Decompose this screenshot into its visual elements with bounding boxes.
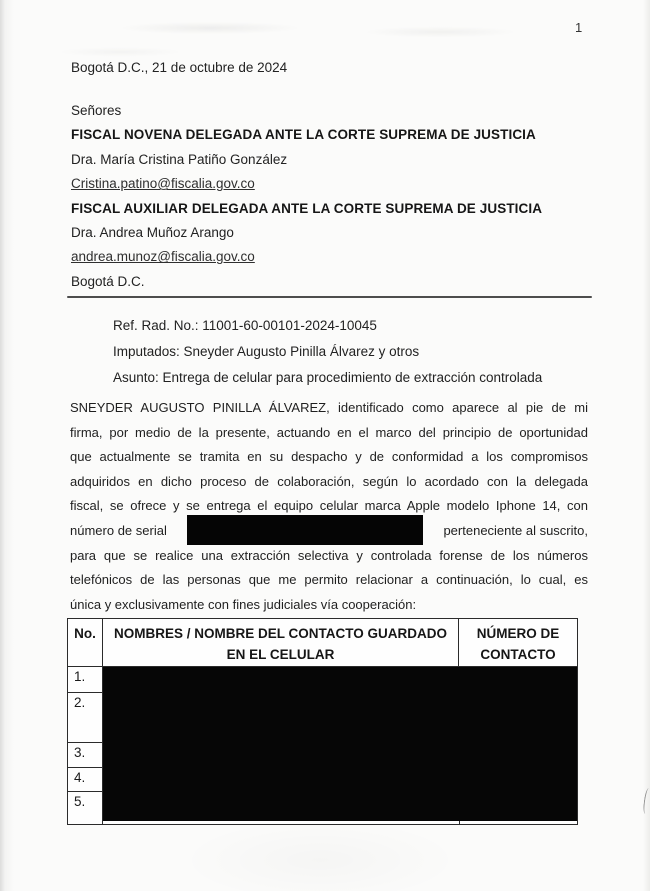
recipient-name-2: Dra. Andrea Muñoz Arango [71, 225, 234, 241]
row-number: 2. [68, 693, 102, 743]
ref-imputados-line: Imputados: Sneyder Augusto Pinilla Álvarez y otros [113, 344, 420, 359]
body-line: que actualmente se tramita en su despacho y de conformidad a los compromisos [70, 449, 588, 465]
body-line: adquiridos en dicho proceso de colaboración, según lo acordado con la delegada [70, 473, 588, 489]
page-number: 1 [575, 20, 583, 35]
body-line: para que se realice una extracción selectiva y controlada forense de los números [70, 547, 588, 563]
body-line: única y exclusivamente con fines judiciales vía cooperación: [70, 596, 417, 612]
body-line: firma, por medio de la presente, actuando en el marco del principio de oportunidad [70, 424, 588, 440]
serial-redaction-box [187, 515, 423, 545]
date-line: Bogotá D.C., 21 de octubre de 2024 [71, 60, 288, 75]
city-line: Bogotá D.C. [71, 273, 145, 289]
ref-asunto-line: Asunto: Entrega de celular para procedimiento de extracción controlada [113, 370, 543, 385]
recipient-name-1: Dra. María Cristina Patiño González [71, 151, 288, 167]
row-number: 5. [74, 794, 86, 809]
recipient-title-2: FISCAL AUXILIAR DELEGADA ANTE LA CORTE SUPREMA DE JUSTICIA [71, 200, 543, 216]
header-cell-contact-number: NÚMERO DE CONTACTO [459, 619, 577, 667]
body-line: SNEYDER AUGUSTO PINILLA ÁLVAREZ, identificado como aparece al pie de mi [70, 400, 588, 415]
salutation: Señores [71, 103, 122, 118]
serial-prefix-text: número de serial [70, 522, 167, 538]
body-line: telefónicos de las personas que me permito relacionar a continuación, lo cual, es [70, 572, 588, 588]
body-line: fiscal, se ofrece y se entrega el equipo celular marca Apple modelo Iphone 14, con [70, 498, 588, 514]
recipient-email-link-1[interactable]: Cristina.patino@fiscalia.gov.co [71, 176, 255, 192]
recipient-email-link-2[interactable]: andrea.munoz@fiscalia.gov.co [71, 249, 255, 265]
header-cell-no: No. [68, 619, 103, 667]
contacts-table-body [68, 667, 577, 824]
section-divider [67, 296, 592, 298]
contacts-table-header [68, 619, 577, 667]
serial-suffix-text: perteneciente al suscrito, [443, 522, 588, 538]
reference-block [113, 313, 542, 391]
scan-edge-artifact [642, 788, 650, 815]
body-line-serial [70, 519, 588, 544]
recipient-block [71, 99, 591, 294]
row-number: 1. [68, 667, 102, 693]
row-number: 3. [68, 743, 102, 768]
ref-rad-line: Ref. Rad. No.: 11001-60-00101-2024-10045 [113, 318, 377, 333]
contacts-table [67, 618, 578, 825]
row-number-column [68, 667, 103, 824]
row-number: 4. [68, 768, 102, 792]
body-paragraph [70, 396, 588, 617]
table-redaction-box [103, 667, 577, 821]
recipient-title-1: FISCAL NOVENA DELEGADA ANTE LA CORTE SUPREMA DE JUSTICIA [71, 127, 536, 143]
header-cell-contact-name: NOMBRES / NOMBRE DEL CONTACTO GUARDADO EN EL CELULAR [103, 619, 459, 667]
